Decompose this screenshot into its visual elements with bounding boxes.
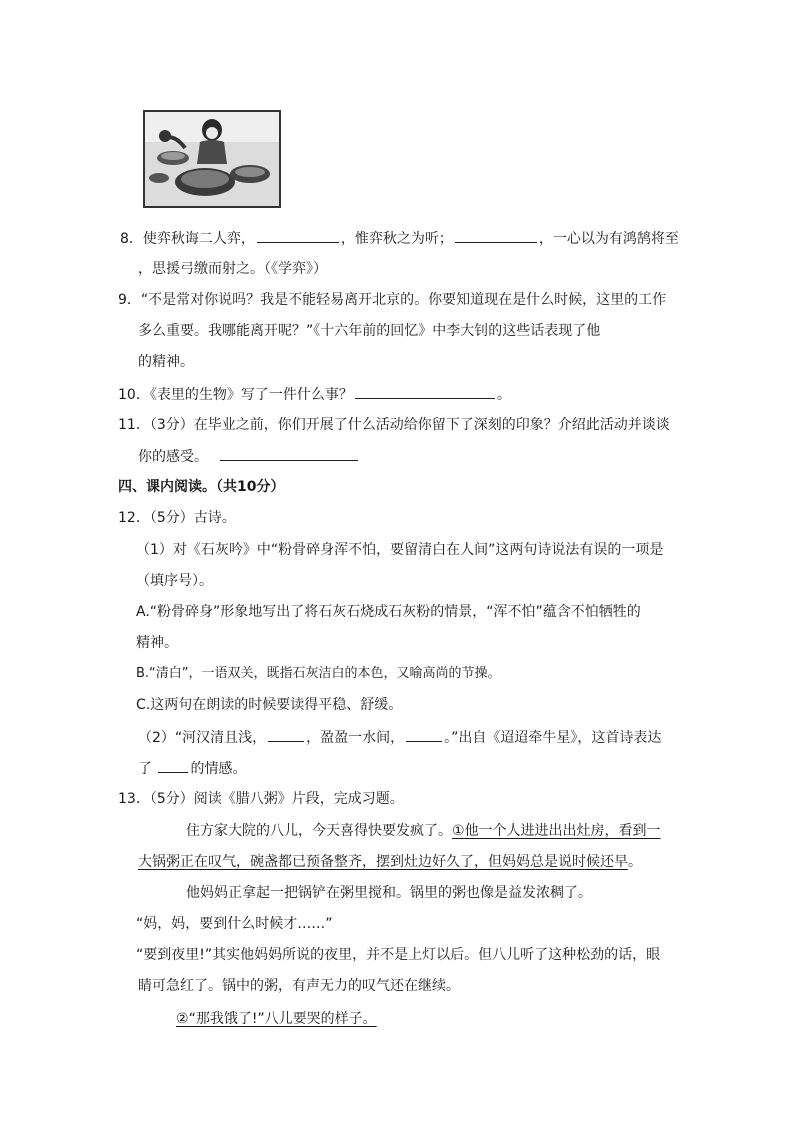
section-heading: 四、课内阅读。（共10分） xyxy=(118,479,285,495)
option-a-line-2: 精神。 xyxy=(136,635,178,651)
question-9-line-1: 9．“不是常对你说吗？我是不能轻易离开北京的。你要知道现在是什么时候，这里的工作 xyxy=(118,292,667,308)
underlined-sentence-2: “那我饿了!”八儿要哭的样子。 xyxy=(188,1011,377,1027)
question-9-line-2: 多么重要。我哪能离开呢？”《十六年前的回忆》中李大钊的这些话表现了他 xyxy=(138,323,601,339)
question-11-line-1: 11．（3分）在毕业之前，你们开展了什么活动给你留下了深刻的印象？介绍此活动并谈谈 xyxy=(118,417,670,433)
q12-sub2-text-4: 了 xyxy=(138,761,157,777)
passage-para-1-line-2 xyxy=(138,852,642,872)
underlined-sentence-1: 他一个人进进出出灶房，看到一 xyxy=(464,823,661,839)
q8-text-2: ，惟弈秋之为听； xyxy=(340,231,453,247)
q11-text: 你的感受。 xyxy=(138,449,208,465)
question-12-title: 12．（5分）古诗。 xyxy=(118,510,236,526)
option-b: B.“清白”，一语双关，既指石灰洁白的本色，又喻高尚的节操。 xyxy=(136,666,501,681)
passage-para-3: “妈，妈，要到什么时候才……” xyxy=(136,916,333,932)
q12-sub2-line-2 xyxy=(138,758,246,779)
question-8-line-1 xyxy=(120,228,679,249)
answer-blank[interactable] xyxy=(455,228,537,243)
q10-end: 。 xyxy=(496,387,511,403)
question-8-line-2: ，思援弓缴而射之。（《学弈》） xyxy=(138,261,327,277)
passage-end-mark: 。 xyxy=(628,854,642,870)
circled-marker-2: ② xyxy=(176,1011,189,1027)
passage-para-4-line-2: 睛可急红了。锅中的粥，有声无力的叹气还在继续。 xyxy=(138,978,460,994)
q12-sub1-line-1: （1）对《石灰吟》中“粉骨碎身浑不怕，要留清白在人间”这两句诗说法有误的一项是 xyxy=(136,542,664,558)
option-c: C.这两句在朗读的时候要读得平稳、舒缓。 xyxy=(136,697,403,713)
question-13-title: 13．（5分）阅读《腊八粥》片段，完成习题。 xyxy=(118,791,404,807)
q12-sub2-line-1 xyxy=(138,727,661,748)
passage-para-2: 他妈妈正拿起一把锅铲在粥里搅和。锅里的粥也像是益发浓稠了。 xyxy=(186,885,592,901)
answer-blank[interactable] xyxy=(406,727,442,742)
answer-blank[interactable] xyxy=(268,727,304,742)
option-a-line-1: A.“粉骨碎身”形象地写出了将石灰石烧成石灰粉的情景，“浑不怕”蕴含不怕牺牲的 xyxy=(136,604,641,620)
question-10 xyxy=(118,384,511,405)
answer-blank[interactable] xyxy=(257,228,339,243)
q12-sub1-line-2: （填序号）。 xyxy=(136,573,213,589)
circled-marker-1: ① xyxy=(452,823,465,839)
q12-sub2-text-3: 。”出自《迢迢牵牛星》，这首诗表达 xyxy=(444,730,662,746)
passage-para-4-line-1: “要到夜里!”其实他妈妈所说的夜里，并不是上灯以后。但八儿听了这种松劲的话，眼 xyxy=(136,947,661,963)
q12-sub2-text-1: （2）“河汉清且浅， xyxy=(138,730,267,746)
illustration-image xyxy=(143,110,281,208)
q8-text-3: ，一心以为有鸿鹄将至 xyxy=(538,231,679,247)
answer-blank[interactable] xyxy=(355,384,495,399)
underlined-sentence-1-cont: 大锅粥正在叹气，碗盏都已预备整齐，摆到灶边好久了，但妈妈总是说时候还早 xyxy=(138,854,628,870)
question-11-line-2 xyxy=(138,446,360,467)
passage-text: 住方家大院的八儿，今天喜得快要发疯了。 xyxy=(186,823,452,839)
q12-sub2-text-2: ，盈盈一水间， xyxy=(306,730,405,746)
q10-text: 10．《表里的生物》写了一件什么事？ xyxy=(118,387,353,403)
q12-sub2-text-5: 的情感。 xyxy=(190,761,247,777)
question-9-line-3: 的精神。 xyxy=(138,354,194,370)
q8-text-1: 8．使弈秋诲二人弈， xyxy=(120,231,255,247)
passage-para-5 xyxy=(176,1009,377,1029)
passage-para-1-line-1 xyxy=(186,821,661,841)
answer-blank[interactable] xyxy=(158,758,188,773)
answer-blank[interactable] xyxy=(220,446,358,461)
